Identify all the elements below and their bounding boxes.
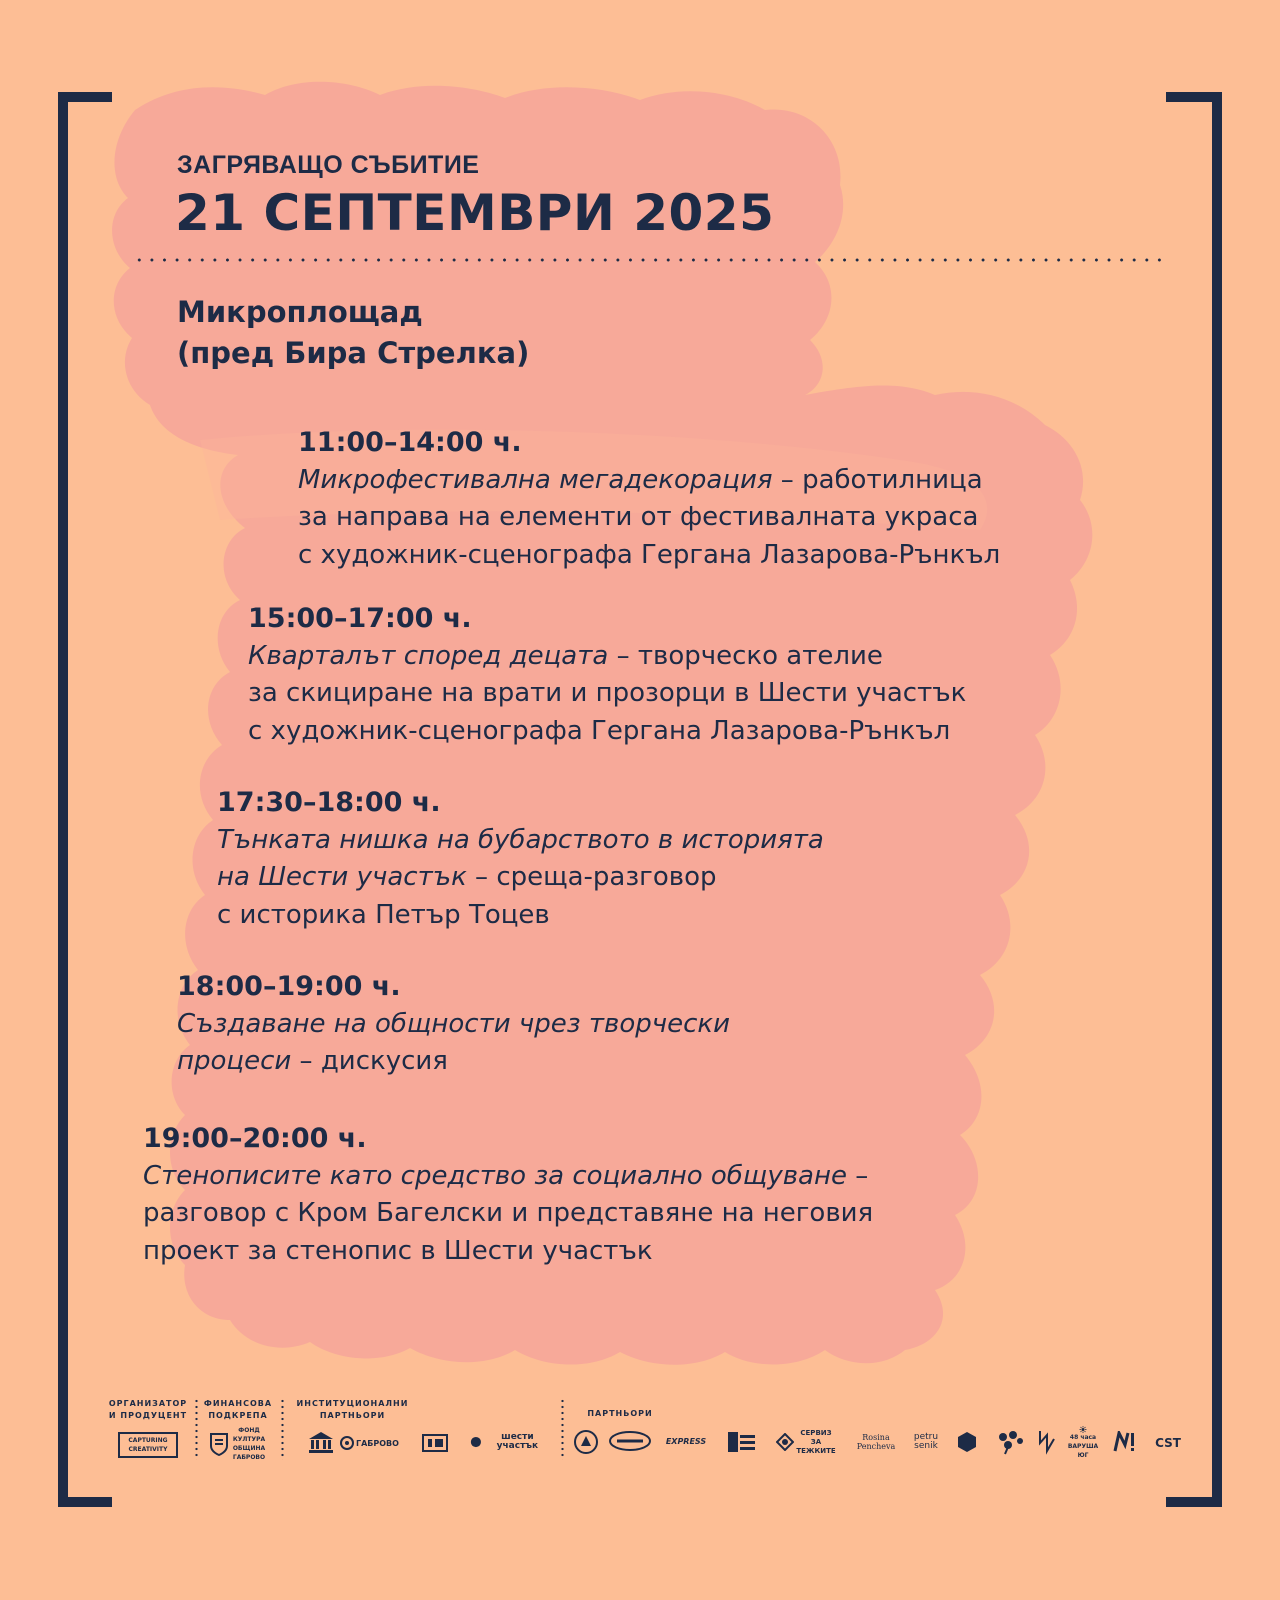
- event-title: Стенописите като средство за социално общуване: [143, 1160, 847, 1191]
- event-date: 21 СЕПТЕМВРИ 2025: [175, 184, 775, 242]
- event-desc: – дискусия: [291, 1046, 448, 1076]
- event-desc: за скициране на врати и прозорци в Шести участък: [248, 678, 967, 708]
- event-time: 19:00–20:00 ч.: [143, 1123, 367, 1154]
- hexagon-icon: [957, 1431, 977, 1453]
- fund-culture-logo: [210, 1428, 270, 1460]
- varusha-text: 48 часа ВАРУША ЮГ: [1067, 1434, 1099, 1459]
- express-text: EXPRESS: [665, 1436, 707, 1446]
- event-item-1: [298, 424, 1000, 574]
- servis-text: СЕРВИЗ ЗА ТЕЖКИТЕ: [796, 1428, 836, 1455]
- partner-logo-oval: [608, 1430, 652, 1452]
- cst-logo: [1150, 1430, 1186, 1456]
- cst-text: CST: [1155, 1435, 1181, 1450]
- petru-senik-logo: [906, 1430, 946, 1454]
- institutional-partners-label: ИНСТИТУЦИОНАЛНИ ПАРТНЬОРИ: [296, 1399, 409, 1420]
- express-logo: [664, 1432, 708, 1450]
- event-time: 18:00–19:00 ч.: [177, 971, 401, 1002]
- oval-emblem-icon: [609, 1431, 651, 1451]
- flower-partner-logo: [992, 1428, 1028, 1456]
- crest-icon: [210, 1432, 228, 1456]
- unesco-temple-icon: [307, 1431, 335, 1453]
- anniversary-badge-icon: [421, 1431, 449, 1455]
- lam-script-icon: [1037, 1429, 1057, 1455]
- gabrovo-spiral-icon: [340, 1436, 354, 1450]
- divider-dots: [195, 1398, 198, 1460]
- event-desc: – среща-разговор: [466, 862, 717, 892]
- event-desc: – творческо ателие: [608, 640, 883, 671]
- dotted-divider: [133, 258, 1163, 262]
- capturing-creativity-logo: [118, 1432, 178, 1458]
- event-time: 17:30–18:00 ч.: [217, 787, 441, 818]
- sun-icon: [1076, 1426, 1090, 1433]
- event-desc: – работилница: [772, 464, 983, 495]
- venue-line-1: Микроплощад: [177, 295, 423, 329]
- divider-dots: [281, 1398, 284, 1460]
- event-title: процеси: [177, 1046, 292, 1076]
- varusha-logo: [1066, 1426, 1100, 1460]
- partners-label: ПАРТНЬОРИ: [587, 1409, 653, 1418]
- servis-diamond-icon: [776, 1433, 794, 1451]
- shesti-uchastak-logo: [470, 1432, 550, 1452]
- funding-label: ФИНАНСОВА ПОДКРЕПА: [203, 1399, 273, 1420]
- rosina-text: Rosina Pencheva: [856, 1433, 896, 1451]
- shesti-uchastak-icon: [470, 1435, 482, 1449]
- fund-culture-text: ФОНД КУЛТУРА ОБЩИНА ГАБРОВО: [232, 1427, 266, 1461]
- sponsors-footer: [0, 1390, 1280, 1470]
- partner-logo-round: [572, 1428, 600, 1456]
- event-item-5: [143, 1120, 873, 1270]
- event-desc: с художник-сценографа Гергана Лазарова-Рънкъл: [248, 715, 951, 746]
- rosina-logo: [856, 1430, 896, 1454]
- event-item-3: [217, 784, 824, 934]
- divider-dots: [561, 1398, 564, 1460]
- shesti-uchastak-text: шести участък: [496, 1432, 539, 1451]
- gabrovo-logo: [340, 1434, 402, 1452]
- event-desc: –: [846, 1160, 869, 1191]
- lam-partner-logo: [1036, 1428, 1058, 1456]
- event-desc: с историка Петър Тоцев: [217, 899, 550, 930]
- event-title: Микрофестивална мегадекорация: [298, 464, 773, 495]
- n-exclaim-icon: [1113, 1431, 1137, 1453]
- petru-senik-text: petru senik: [913, 1432, 939, 1451]
- hexagon-partner-logo: [956, 1430, 978, 1454]
- event-desc: разговор с Кром Багелски и представяне на неговия: [143, 1198, 874, 1228]
- event-title: на Шести участък: [217, 862, 467, 892]
- event-time: 15:00–17:00 ч.: [248, 603, 472, 634]
- theater-logo: [726, 1430, 758, 1454]
- event-title: Тънката нишка на бубарството в историята: [217, 824, 824, 855]
- kicker-text: ЗАГРЯВАЩО СЪБИТИЕ: [177, 151, 480, 179]
- event-title: Кварталът според децата: [248, 640, 609, 671]
- venue-line-2: (пред Бира Стрелка): [177, 336, 530, 370]
- event-desc: проект за стенопис в Шести участък: [143, 1235, 653, 1266]
- gabrovo-text: ГАБРОВО: [356, 1438, 399, 1448]
- n-exclaim-logo: [1112, 1430, 1138, 1454]
- servis-logo: [776, 1430, 842, 1454]
- event-title: Създаване на общности чрез творчески: [177, 1008, 730, 1039]
- event-time: 11:00–14:00 ч.: [298, 427, 522, 458]
- unesco-logo: [306, 1430, 336, 1454]
- event-item-2: [248, 600, 966, 750]
- capturing-creativity-text: CAPTURING CREATIVITY: [128, 1437, 168, 1453]
- round-emblem-icon: [573, 1429, 599, 1455]
- event-desc: с художник-сценографа Гергана Лазарова-Рънкъл: [298, 539, 1001, 570]
- organizer-label: ОРГАНИЗАТОР И ПРОДУЦЕНТ: [108, 1399, 188, 1420]
- flower-icon: [993, 1429, 1027, 1455]
- event-item-4: [177, 968, 730, 1081]
- theater-emblem-icon: [727, 1431, 757, 1453]
- venue: [177, 292, 529, 374]
- anniversary-logo: [420, 1430, 450, 1456]
- event-desc: за направа на елементи от фестивалната украса: [298, 502, 979, 532]
